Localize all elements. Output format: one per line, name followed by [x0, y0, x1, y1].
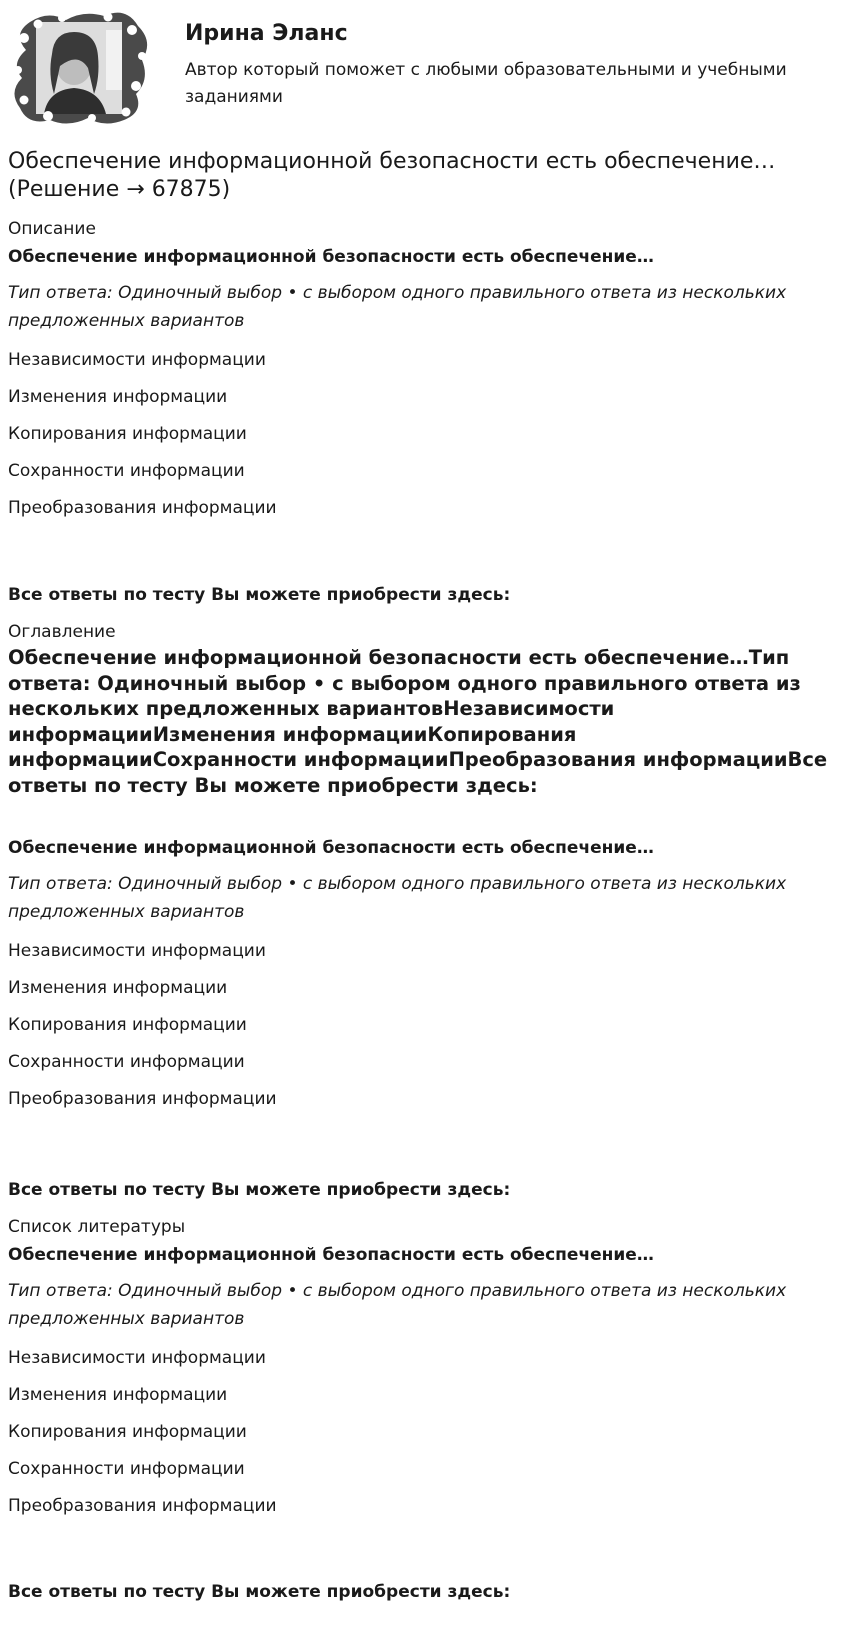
- answer-option: Изменения информации: [8, 387, 228, 407]
- answer-option: Копирования информации: [8, 1015, 247, 1035]
- answer-option: Сохранности информации: [8, 1459, 245, 1479]
- page-title: Обеспечение информационной безопасности есть обеспечение… (Решение → 67875): [8, 149, 776, 202]
- author-description: Автор который поможет с любыми образовательными и учебными заданиями: [185, 60, 787, 107]
- answer-option: Копирования информации: [8, 424, 247, 444]
- all-answers-link-text: Все ответы по тесту Вы можете приобрести здесь:: [8, 1180, 511, 1200]
- answer-option: Преобразования информации: [8, 498, 277, 518]
- question-text: Обеспечение информационной безопасности есть обеспечение…: [8, 1245, 654, 1265]
- answer-option: Независимости информации: [8, 350, 266, 370]
- answer-option: Независимости информации: [8, 1348, 266, 1368]
- all-answers-link-text: Все ответы по тесту Вы можете приобрести здесь:: [8, 585, 511, 605]
- answer-type: Тип ответа: Одиночный выбор • с выбором одного правильного ответа из нескольких предложенных вариантов: [8, 1281, 787, 1329]
- section-label-description: Описание: [8, 219, 96, 239]
- question-text: Обеспечение информационной безопасности есть обеспечение…: [8, 838, 654, 858]
- author-avatar[interactable]: [8, 8, 150, 126]
- author-card: [8, 8, 838, 126]
- answer-option: Преобразования информации: [8, 1496, 277, 1516]
- section-literature: [8, 1215, 838, 1518]
- all-answers-link-text: Все ответы по тесту Вы можете приобрести здесь:: [8, 1582, 511, 1602]
- answer-option: Сохранности информации: [8, 461, 245, 481]
- section-label-toc: Оглавление: [8, 622, 116, 642]
- answer-option: Изменения информации: [8, 1385, 228, 1405]
- answer-option: Копирования информации: [8, 1422, 247, 1442]
- toc-heading: Обеспечение информационной безопасности есть обеспечение…Тип ответа: Одиночный выбор • с выбором одного правильного ответа из нескольких предложенных вариантовНезависимости информацииИзменения информацииКопирования информацииСохранности информацииПреобразования информацииВсе ответы по тесту Вы можете приобрести здесь:: [8, 646, 828, 797]
- section-label-literature: Список литературы: [8, 1217, 186, 1237]
- answer-option: Сохранности информации: [8, 1052, 245, 1072]
- question-text: Обеспечение информационной безопасности есть обеспечение…: [8, 247, 654, 267]
- answer-option: Преобразования информации: [8, 1089, 277, 1109]
- answer-option: Изменения информации: [8, 978, 228, 998]
- author-name[interactable]: Ирина Эланс: [185, 21, 348, 46]
- section-toc-body: [8, 836, 838, 1111]
- section-description: [8, 217, 838, 520]
- answer-option: Независимости информации: [8, 941, 266, 961]
- answer-type: Тип ответа: Одиночный выбор • с выбором одного правильного ответа из нескольких предложенных вариантов: [8, 874, 787, 922]
- answer-type: Тип ответа: Одиночный выбор • с выбором одного правильного ответа из нескольких предложенных вариантов: [8, 283, 787, 331]
